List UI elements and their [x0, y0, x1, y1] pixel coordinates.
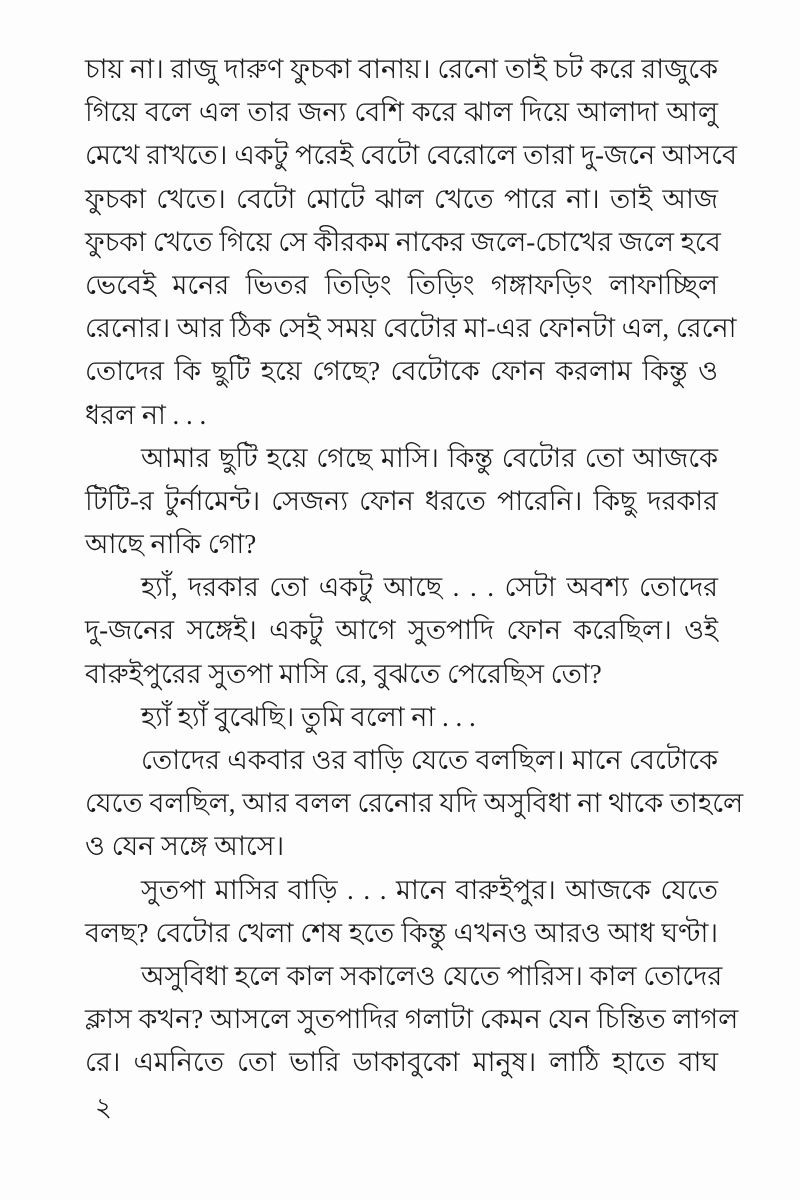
text-line: ধরল না . . . — [85, 399, 207, 430]
text-line: হ্যাঁ, দরকার তো একটু আছে . . . সেটা অবশ্য তোদের — [141, 572, 718, 603]
text-line: ফুচকা খেতে। বেটো মোটে ঝাল খেতে পারে না। তাই আজ — [85, 183, 718, 214]
text-line: যেতে বলছিল, আর বলল রেনোর যদি অসুবিধা না থাকে তাহলে — [85, 788, 744, 819]
text-line: চায় না। রাজু দারুণ ফুচকা বানায়। রেনো তাই চট করে রাজুকে — [85, 54, 718, 84]
text-line: রে। এমনিতে তো ভারি ডাকাবুকো মানুষ। লাঠি হাতে বাঘ — [85, 1047, 718, 1078]
text-line: ভেবেই মনের ভিতর তিড়িং তিড়িং গঙ্গাফড়িং লাফাচ্ছিল — [85, 269, 718, 300]
page-number: ২ — [95, 1093, 112, 1122]
text-line: বারুইপুরের সুতপা মাসি রে, বুঝতে পেরেছিস তো? — [85, 658, 602, 689]
text-line: সুতপা মাসির বাড়ি . . . মানে বারুইপুর। আজকে যেতে — [141, 874, 718, 905]
text-line: আছে নাকি গো? — [85, 529, 257, 560]
text-line: রেনোর। আর ঠিক সেই সময় বেটোর মা-এর ফোনটা এল, রেনো — [85, 313, 737, 344]
text-line: মেখে রাখতে। একটু পরেই বেটো বেরোলে তারা দু-জনে আসবে — [85, 140, 738, 171]
text-line: আমার ছুটি হয়ে গেছে মাসি। কিন্তু বেটোর তো আজকে — [141, 442, 718, 473]
text-line: হ্যাঁ হ্যাঁ বুঝেছি। তুমি বলো না . . . — [141, 701, 476, 732]
text-line: বলছ? বেটোর খেলা শেষ হতে কিন্তু এখনও আরও আধ ঘণ্টা। — [85, 917, 718, 948]
text-line: ও যেন সঙ্গে আসে। — [85, 831, 285, 862]
text-line: ফুচকা খেতে গিয়ে সে কীরকম নাকের জলে-চোখের জলে হবে — [85, 226, 721, 257]
text-line: ক্লাস কখন? আসলে সুতপাদির গলাটা কেমন যেন চিন্তিত লাগল — [85, 1004, 739, 1035]
text-line: তোদের একবার ওর বাড়ি যেতে বলছিল। মানে বেটোকে — [141, 745, 718, 775]
body-text — [85, 48, 744, 1085]
text-line: টিটি-র টুর্নামেন্ট। সেজন্য ফোন ধরতে পারেনি। কিছু দরকার — [85, 485, 718, 516]
text-line: দু-জনের সঙ্গেই। একটু আগে সুতপাদি ফোন করেছিল। ওই — [85, 615, 718, 646]
text-line: তোদের কি ছুটি হয়ে গেছে? বেটোকে ফোন করলাম কিন্তু ও — [85, 356, 718, 387]
text-line: অসুবিধা হলে কাল সকালেও যেতে পারিস। কাল তোদের — [141, 960, 723, 991]
text-line: গিয়ে বলে এল তার জন্য বেশি করে ঝাল দিয়ে আলাদা আলু — [85, 97, 718, 128]
